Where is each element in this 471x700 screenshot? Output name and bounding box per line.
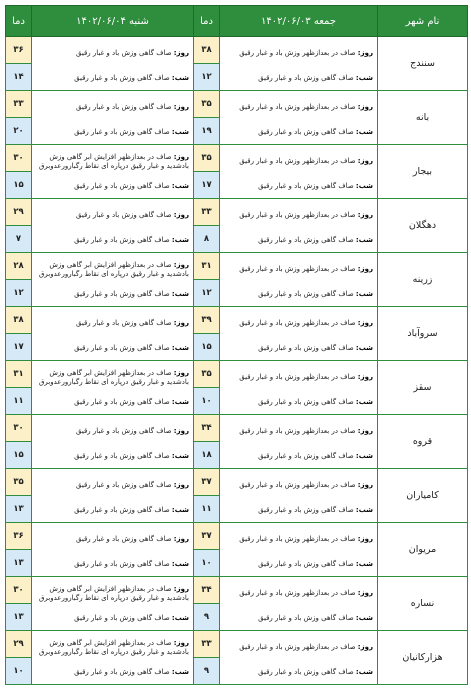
day-forecast bbox=[220, 417, 377, 447]
min-temperature: ۱۰ bbox=[194, 550, 219, 576]
table-row bbox=[6, 523, 468, 577]
forecast-cell-d1 bbox=[220, 523, 378, 577]
temperature-cell-d1 bbox=[194, 631, 220, 685]
night-forecast bbox=[32, 663, 193, 683]
night-text: صاف گاهی وزش باد و غبار رقیق bbox=[74, 668, 170, 676]
temperature-cell-d1 bbox=[194, 91, 220, 145]
temperature-cell-d1 bbox=[194, 199, 220, 253]
day-forecast bbox=[220, 255, 377, 285]
day-text: صاف در بعدازظهر افزایش ابر گاهی وزش بادشدید و غبار رقیق درپاره ای نقاط رگبارورعدوبرق bbox=[39, 584, 189, 602]
night-label: شب: bbox=[355, 344, 373, 352]
table-row bbox=[6, 253, 468, 307]
night-forecast bbox=[220, 69, 377, 89]
max-temperature: ۳۸ bbox=[6, 307, 31, 334]
night-forecast bbox=[32, 285, 193, 305]
day-label: روز: bbox=[357, 103, 373, 111]
max-temperature: ۳۵ bbox=[6, 469, 31, 496]
forecast-cell-d2 bbox=[32, 469, 194, 523]
day-label: روز: bbox=[357, 427, 373, 435]
night-text: صاف گاهی وزش باد و غبار رقیق bbox=[258, 128, 354, 136]
night-forecast bbox=[220, 177, 377, 197]
max-temperature: ۳۱ bbox=[6, 361, 31, 388]
night-text: صاف گاهی وزش باد و غبار رقیق bbox=[74, 452, 170, 460]
forecast-cell-d1 bbox=[220, 631, 378, 685]
max-temperature: ۳۰ bbox=[6, 415, 31, 442]
min-temperature: ۸ bbox=[194, 226, 219, 252]
forecast-cell-d1 bbox=[220, 145, 378, 199]
forecast-cell-d1 bbox=[220, 361, 378, 415]
forecast-cell-d2 bbox=[32, 631, 194, 685]
day-text: صاف در بعدازظهر وزش باد و غبار رقیق bbox=[239, 157, 356, 165]
day-text: صاف در بعدازظهر افزایش ابر گاهی وزش بادشدید و غبار رقیق درپاره ای نقاط رگبارورعدوبرق bbox=[39, 368, 189, 386]
day-forecast bbox=[32, 417, 193, 447]
day-text: صاف در بعدازظهر وزش باد و غبار رقیق bbox=[239, 589, 356, 597]
day-text: صاف گاهی وزش باد و غبار رقیق bbox=[76, 535, 172, 543]
forecast-cell-d2 bbox=[32, 361, 194, 415]
forecast-table bbox=[5, 5, 468, 685]
day-label: روز: bbox=[357, 157, 373, 165]
day-text: صاف در بعدازظهر وزش باد و غبار رقیق bbox=[239, 49, 356, 57]
temperature-cell-d2 bbox=[6, 415, 32, 469]
header-day2: شنبه ۱۴۰۲/۰۶/۰۴ bbox=[32, 6, 194, 37]
forecast-cell-d1 bbox=[220, 37, 378, 91]
night-forecast bbox=[220, 447, 377, 467]
day-forecast bbox=[220, 363, 377, 393]
city-name: قروه bbox=[378, 415, 468, 469]
night-forecast bbox=[220, 339, 377, 359]
night-label: شب: bbox=[171, 128, 189, 136]
min-temperature: ۱۷ bbox=[194, 172, 219, 198]
night-label: شب: bbox=[171, 398, 189, 406]
forecast-cell-d1 bbox=[220, 577, 378, 631]
temperature-cell-d1 bbox=[194, 253, 220, 307]
night-forecast bbox=[32, 339, 193, 359]
night-text: صاف گاهی وزش باد و غبار رقیق bbox=[74, 506, 170, 514]
night-label: شب: bbox=[355, 614, 373, 622]
city-name: سروآباد bbox=[378, 307, 468, 361]
forecast-cell-d2 bbox=[32, 523, 194, 577]
day-forecast bbox=[32, 471, 193, 501]
day-label: روز: bbox=[173, 152, 189, 161]
forecast-cell-d1 bbox=[220, 469, 378, 523]
city-name: هزارکانیان bbox=[378, 631, 468, 685]
night-label: شب: bbox=[171, 344, 189, 352]
night-label: شب: bbox=[171, 236, 189, 244]
night-text: صاف گاهی وزش باد و غبار رقیق bbox=[258, 506, 354, 514]
day-forecast bbox=[32, 93, 193, 123]
day-forecast bbox=[220, 147, 377, 177]
max-temperature: ۳۰ bbox=[6, 577, 31, 604]
night-text: صاف گاهی وزش باد و غبار رقیق bbox=[258, 344, 354, 352]
night-text: صاف گاهی وزش باد و غبار رقیق bbox=[74, 236, 170, 244]
night-label: شب: bbox=[355, 560, 373, 568]
table-row bbox=[6, 361, 468, 415]
min-temperature: ۲۰ bbox=[6, 118, 31, 144]
forecast-cell-d2 bbox=[32, 415, 194, 469]
max-temperature: ۳۳ bbox=[194, 631, 219, 658]
night-text: صاف گاهی وزش باد و غبار رقیق bbox=[258, 236, 354, 244]
forecast-cell-d1 bbox=[220, 253, 378, 307]
day-forecast bbox=[220, 201, 377, 231]
max-temperature: ۳۰ bbox=[6, 145, 31, 172]
night-text: صاف گاهی وزش باد و غبار رقیق bbox=[258, 560, 354, 568]
night-text: صاف گاهی وزش باد و غبار رقیق bbox=[258, 452, 354, 460]
night-forecast bbox=[32, 177, 193, 197]
table-row bbox=[6, 577, 468, 631]
min-temperature: ۱۸ bbox=[194, 442, 219, 468]
table-row bbox=[6, 145, 468, 199]
night-forecast bbox=[220, 123, 377, 143]
max-temperature: ۳۶ bbox=[6, 37, 31, 64]
max-temperature: ۳۵ bbox=[194, 91, 219, 118]
max-temperature: ۳۵ bbox=[194, 361, 219, 388]
night-text: صاف گاهی وزش باد و غبار رقیق bbox=[258, 614, 354, 622]
night-text: صاف گاهی وزش باد و غبار رقیق bbox=[74, 74, 170, 82]
day-label: روز: bbox=[357, 481, 373, 489]
night-forecast bbox=[32, 123, 193, 143]
night-label: شب: bbox=[355, 452, 373, 460]
night-forecast bbox=[32, 69, 193, 89]
day-label: روز: bbox=[357, 49, 373, 57]
max-temperature: ۳۵ bbox=[194, 145, 219, 172]
temperature-cell-d1 bbox=[194, 37, 220, 91]
max-temperature: ۳۴ bbox=[194, 577, 219, 604]
night-forecast bbox=[220, 393, 377, 413]
night-text: صاف گاهی وزش باد و غبار رقیق bbox=[258, 668, 354, 676]
night-forecast bbox=[220, 609, 377, 629]
header-temp2: دما bbox=[6, 6, 32, 37]
day-label: روز: bbox=[357, 643, 373, 651]
city-name: بیجار bbox=[378, 145, 468, 199]
min-temperature: ۱۵ bbox=[6, 172, 31, 198]
table-row bbox=[6, 631, 468, 685]
day-label: روز: bbox=[173, 49, 189, 57]
night-text: صاف گاهی وزش باد و غبار رقیق bbox=[74, 182, 170, 190]
min-temperature: ۱۲ bbox=[194, 280, 219, 306]
night-forecast bbox=[220, 555, 377, 575]
day-label: روز: bbox=[357, 535, 373, 543]
temperature-cell-d1 bbox=[194, 577, 220, 631]
day-text: صاف در بعدازظهر وزش باد و غبار رقیق bbox=[239, 103, 356, 111]
day-label: روز: bbox=[173, 481, 189, 489]
table-row bbox=[6, 469, 468, 523]
night-label: شب: bbox=[355, 398, 373, 406]
max-temperature: ۲۹ bbox=[6, 631, 31, 658]
city-name: نساره bbox=[378, 577, 468, 631]
night-text: صاف گاهی وزش باد و غبار رقیق bbox=[258, 74, 354, 82]
min-temperature: ۱۹ bbox=[194, 118, 219, 144]
day-forecast bbox=[220, 309, 377, 339]
day-text: صاف در بعدازظهر افزایش ابر گاهی وزش بادشدید و غبار رقیق درپاره ای نقاط رگبارورعدوبرق bbox=[39, 260, 189, 278]
city-name: کامیاران bbox=[378, 469, 468, 523]
day-label: روز: bbox=[173, 638, 189, 647]
min-temperature: ۱۳ bbox=[6, 604, 31, 630]
min-temperature: ۱۵ bbox=[6, 442, 31, 468]
night-forecast bbox=[32, 501, 193, 521]
night-text: صاف گاهی وزش باد و غبار رقیق bbox=[74, 128, 170, 136]
day-forecast bbox=[32, 201, 193, 231]
day-text: صاف در بعدازظهر افزایش ابر گاهی وزش بادشدید و غبار رقیق درپاره ای نقاط رگبارورعدوبرق bbox=[39, 638, 189, 656]
day-text: صاف در بعدازظهر وزش باد و غبار رقیق bbox=[239, 427, 356, 435]
day-forecast bbox=[32, 39, 193, 69]
night-forecast bbox=[220, 285, 377, 305]
night-label: شب: bbox=[355, 182, 373, 190]
min-temperature: ۱۰ bbox=[194, 388, 219, 414]
day-label: روز: bbox=[357, 319, 373, 327]
city-name: مریوان bbox=[378, 523, 468, 577]
day-forecast bbox=[32, 633, 193, 663]
night-label: شب: bbox=[171, 290, 189, 298]
day-label: روز: bbox=[173, 260, 189, 269]
forecast-cell-d2 bbox=[32, 577, 194, 631]
night-label: شب: bbox=[355, 74, 373, 82]
night-forecast bbox=[32, 447, 193, 467]
forecast-cell-d2 bbox=[32, 37, 194, 91]
city-name: سقز bbox=[378, 361, 468, 415]
min-temperature: ۱۱ bbox=[6, 388, 31, 414]
min-temperature: ۱۰ bbox=[6, 658, 31, 684]
city-name: زرینه bbox=[378, 253, 468, 307]
day-forecast bbox=[32, 147, 193, 177]
table-body bbox=[6, 37, 468, 685]
min-temperature: ۱۲ bbox=[194, 64, 219, 90]
min-temperature: ۷ bbox=[6, 226, 31, 252]
day-label: روز: bbox=[357, 265, 373, 273]
day-label: روز: bbox=[173, 319, 189, 327]
day-text: صاف در بعدازظهر وزش باد و غبار رقیق bbox=[239, 535, 356, 543]
day-forecast bbox=[32, 579, 193, 609]
temperature-cell-d2 bbox=[6, 199, 32, 253]
day-text: صاف گاهی وزش باد و غبار رقیق bbox=[76, 319, 172, 327]
min-temperature: ۹ bbox=[194, 604, 219, 630]
min-temperature: ۱۴ bbox=[6, 64, 31, 90]
night-label: شب: bbox=[355, 290, 373, 298]
temperature-cell-d2 bbox=[6, 37, 32, 91]
forecast-cell-d2 bbox=[32, 91, 194, 145]
header-row bbox=[6, 6, 468, 37]
forecast-table-wrapper bbox=[5, 5, 467, 685]
night-text: صاف گاهی وزش باد و غبار رقیق bbox=[74, 614, 170, 622]
city-name: سنندج bbox=[378, 37, 468, 91]
table-row bbox=[6, 415, 468, 469]
forecast-cell-d1 bbox=[220, 415, 378, 469]
forecast-cell-d2 bbox=[32, 145, 194, 199]
temperature-cell-d1 bbox=[194, 523, 220, 577]
day-label: روز: bbox=[357, 211, 373, 219]
night-forecast bbox=[32, 393, 193, 413]
forecast-cell-d1 bbox=[220, 307, 378, 361]
day-label: روز: bbox=[173, 103, 189, 111]
min-temperature: ۱۱ bbox=[194, 496, 219, 522]
day-label: روز: bbox=[173, 535, 189, 543]
temperature-cell-d2 bbox=[6, 469, 32, 523]
day-forecast bbox=[32, 255, 193, 285]
min-temperature: ۱۳ bbox=[6, 550, 31, 576]
night-text: صاف گاهی وزش باد و غبار رقیق bbox=[74, 344, 170, 352]
night-label: شب: bbox=[171, 182, 189, 190]
header-city: نام شهر bbox=[378, 6, 468, 37]
night-label: شب: bbox=[171, 560, 189, 568]
temperature-cell-d1 bbox=[194, 415, 220, 469]
temperature-cell-d1 bbox=[194, 469, 220, 523]
day-label: روز: bbox=[173, 368, 189, 377]
max-temperature: ۲۸ bbox=[6, 253, 31, 280]
temperature-cell-d2 bbox=[6, 307, 32, 361]
day-text: صاف گاهی وزش باد و غبار رقیق bbox=[76, 103, 172, 111]
day-text: صاف در بعدازظهر وزش باد و غبار رقیق bbox=[239, 265, 356, 273]
night-label: شب: bbox=[355, 668, 373, 676]
header-temp1: دما bbox=[194, 6, 220, 37]
night-label: شب: bbox=[355, 236, 373, 244]
table-row bbox=[6, 37, 468, 91]
night-text: صاف گاهی وزش باد و غبار رقیق bbox=[258, 182, 354, 190]
max-temperature: ۳۹ bbox=[194, 307, 219, 334]
forecast-cell-d2 bbox=[32, 253, 194, 307]
day-forecast bbox=[32, 363, 193, 393]
day-text: صاف در بعدازظهر وزش باد و غبار رقیق bbox=[239, 481, 356, 489]
night-label: شب: bbox=[171, 614, 189, 622]
temperature-cell-d2 bbox=[6, 91, 32, 145]
day-forecast bbox=[220, 525, 377, 555]
day-forecast bbox=[220, 39, 377, 69]
day-forecast bbox=[32, 309, 193, 339]
table-row bbox=[6, 307, 468, 361]
temperature-cell-d2 bbox=[6, 631, 32, 685]
temperature-cell-d2 bbox=[6, 523, 32, 577]
day-text: صاف گاهی وزش باد و غبار رقیق bbox=[76, 49, 172, 57]
day-forecast bbox=[220, 93, 377, 123]
night-forecast bbox=[32, 231, 193, 251]
max-temperature: ۳۷ bbox=[194, 523, 219, 550]
day-label: روز: bbox=[357, 373, 373, 381]
temperature-cell-d1 bbox=[194, 145, 220, 199]
day-text: صاف در بعدازظهر وزش باد و غبار رقیق bbox=[239, 643, 356, 651]
day-label: روز: bbox=[357, 589, 373, 597]
day-text: صاف در بعدازظهر وزش باد و غبار رقیق bbox=[239, 373, 356, 381]
day-text: صاف در بعدازظهر وزش باد و غبار رقیق bbox=[239, 211, 356, 219]
max-temperature: ۳۶ bbox=[6, 523, 31, 550]
day-text: صاف گاهی وزش باد و غبار رقیق bbox=[76, 427, 172, 435]
temperature-cell-d2 bbox=[6, 145, 32, 199]
temperature-cell-d2 bbox=[6, 577, 32, 631]
temperature-cell-d1 bbox=[194, 361, 220, 415]
day-forecast bbox=[32, 525, 193, 555]
day-label: روز: bbox=[173, 211, 189, 219]
table-row bbox=[6, 199, 468, 253]
min-temperature: ۱۵ bbox=[194, 334, 219, 360]
night-label: شب: bbox=[171, 452, 189, 460]
max-temperature: ۳۳ bbox=[6, 91, 31, 118]
temperature-cell-d2 bbox=[6, 253, 32, 307]
night-forecast bbox=[220, 663, 377, 683]
city-name: بانه bbox=[378, 91, 468, 145]
night-label: شب: bbox=[171, 74, 189, 82]
temperature-cell-d2 bbox=[6, 361, 32, 415]
night-label: شب: bbox=[355, 128, 373, 136]
day-label: روز: bbox=[173, 427, 189, 435]
night-forecast bbox=[32, 555, 193, 575]
night-text: صاف گاهی وزش باد و غبار رقیق bbox=[74, 398, 170, 406]
city-name: دهگلان bbox=[378, 199, 468, 253]
night-label: شب: bbox=[171, 506, 189, 514]
night-text: صاف گاهی وزش باد و غبار رقیق bbox=[258, 398, 354, 406]
day-text: صاف در بعدازظهر افزایش ابر گاهی وزش بادشدید و غبار رقیق درپاره ای نقاط رگبارورعدوبرق bbox=[39, 152, 189, 170]
night-forecast bbox=[220, 501, 377, 521]
day-text: صاف گاهی وزش باد و غبار رقیق bbox=[76, 211, 172, 219]
day-text: صاف گاهی وزش باد و غبار رقیق bbox=[76, 481, 172, 489]
day-forecast bbox=[220, 471, 377, 501]
night-text: صاف گاهی وزش باد و غبار رقیق bbox=[74, 290, 170, 298]
night-forecast bbox=[220, 231, 377, 251]
forecast-cell-d1 bbox=[220, 199, 378, 253]
header-day1: جمعه ۱۴۰۲/۰۶/۰۳ bbox=[220, 6, 378, 37]
night-label: شب: bbox=[355, 506, 373, 514]
night-text: صاف گاهی وزش باد و غبار رقیق bbox=[258, 290, 354, 298]
table-row bbox=[6, 91, 468, 145]
night-label: شب: bbox=[171, 668, 189, 676]
min-temperature: ۱۷ bbox=[6, 334, 31, 360]
forecast-cell-d2 bbox=[32, 307, 194, 361]
forecast-cell-d1 bbox=[220, 91, 378, 145]
min-temperature: ۹ bbox=[194, 658, 219, 684]
min-temperature: ۱۲ bbox=[6, 280, 31, 306]
night-text: صاف گاهی وزش باد و غبار رقیق bbox=[74, 560, 170, 568]
min-temperature: ۱۳ bbox=[6, 496, 31, 522]
max-temperature: ۳۱ bbox=[194, 253, 219, 280]
day-text: صاف در بعدازظهر وزش باد و غبار رقیق bbox=[239, 319, 356, 327]
day-label: روز: bbox=[173, 584, 189, 593]
day-forecast bbox=[220, 633, 377, 663]
night-forecast bbox=[32, 609, 193, 629]
max-temperature: ۳۸ bbox=[194, 37, 219, 64]
temperature-cell-d1 bbox=[194, 307, 220, 361]
max-temperature: ۳۷ bbox=[194, 469, 219, 496]
max-temperature: ۲۹ bbox=[6, 199, 31, 226]
day-forecast bbox=[220, 579, 377, 609]
max-temperature: ۳۳ bbox=[194, 199, 219, 226]
max-temperature: ۳۴ bbox=[194, 415, 219, 442]
forecast-cell-d2 bbox=[32, 199, 194, 253]
